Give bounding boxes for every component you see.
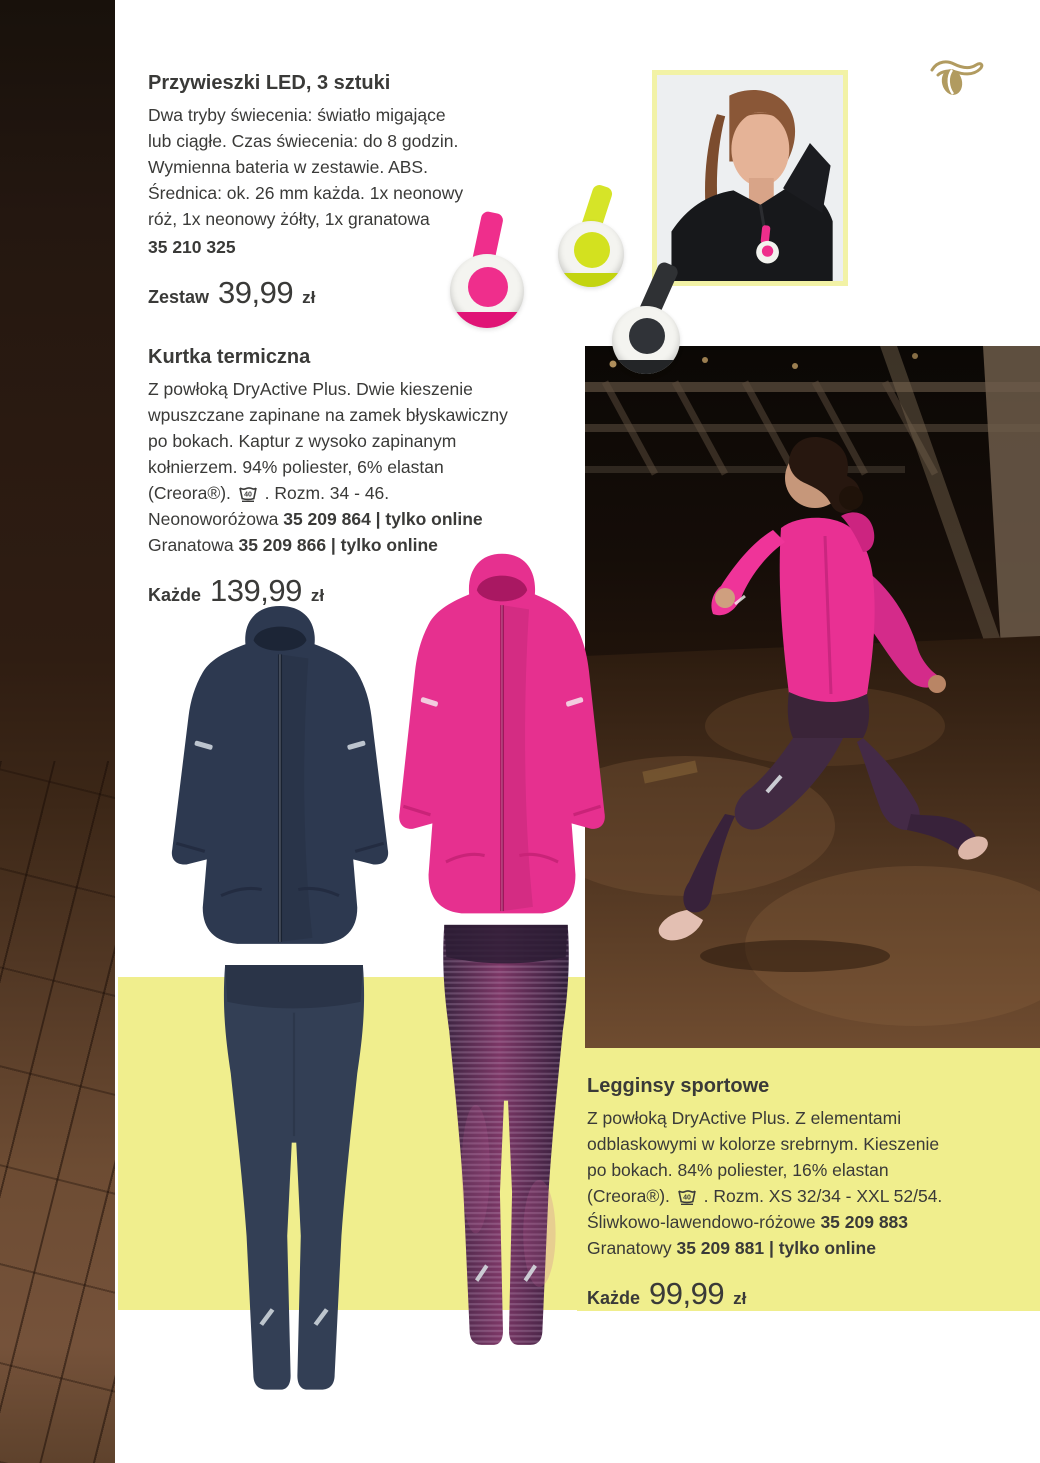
- svg-text:40: 40: [682, 1194, 691, 1202]
- svg-text:40: 40: [243, 491, 252, 499]
- variant-color: Śliwkowo-lawendowo-różowe: [587, 1212, 821, 1232]
- variant-color: Granatowy: [587, 1238, 677, 1258]
- price-value: 139,99: [210, 573, 302, 608]
- tag-rim: [454, 312, 521, 328]
- description-line: Wymienna bateria w zestawie. ABS.: [148, 157, 428, 177]
- price-currency: zł: [310, 586, 325, 605]
- description-line: Średnica: ok. 26 mm każda. 1x neonowy: [148, 183, 464, 203]
- description-line: odblaskowymi w kolorze srebrnym. Kieszenie: [587, 1134, 940, 1154]
- price-row: [148, 275, 488, 311]
- product-sku: 35 210 325: [148, 237, 236, 257]
- price-currency: zł: [733, 1289, 747, 1308]
- product-block-sport-leggings: [587, 1075, 1032, 1312]
- description-line: po bokach. Kaptur z wysoko zapinanym: [148, 431, 457, 451]
- cobblestone-texture: [0, 761, 115, 1463]
- price-value: 39,99: [218, 275, 294, 310]
- product-title: Legginsy sportowe: [587, 1075, 770, 1097]
- variant-line: [587, 1235, 1032, 1261]
- description-line: lub ciągłe. Czas świecenia: do 8 godzin.: [148, 131, 459, 151]
- tag-center: [629, 318, 665, 354]
- tchibo-logo-icon: [926, 44, 986, 100]
- plum-pattern-leggings-photo: [420, 912, 592, 1362]
- wash-care-icon: [238, 484, 258, 502]
- tag-body: [612, 306, 680, 374]
- material-text: (Creora®).: [587, 1186, 670, 1206]
- material-text: (Creora®).: [148, 483, 231, 503]
- price-currency: zł: [302, 288, 316, 307]
- size-text: . Rozm. XS 32/34 - XXL 52/54.: [703, 1186, 943, 1206]
- variant-line: [148, 506, 598, 532]
- variant-sku: 35 209 864: [283, 509, 371, 529]
- price-label: Każde: [148, 585, 202, 605]
- description-line: Z powłoką DryActive Plus. Z elementami: [587, 1108, 902, 1128]
- description-line: kołnierzem. 94% poliester, 6% elastan: [148, 457, 444, 477]
- description-line: wpuszczane zapinane na zamek błyskawiczny: [148, 405, 508, 425]
- headshot-illustration: [657, 75, 843, 281]
- navy-leggings-photo: [198, 952, 390, 1407]
- size-text: . Rozm. 34 - 46.: [264, 483, 390, 503]
- tag-rim: [615, 360, 676, 374]
- night-street-photo-strip: [0, 0, 115, 1463]
- description-line: Z powłoką DryActive Plus. Dwie kieszenie: [148, 379, 473, 399]
- price-row: [148, 573, 598, 609]
- variant-online-note: | tylko online: [326, 535, 438, 555]
- variant-sku: 35 209 866: [238, 535, 327, 555]
- price-value: 99,99: [649, 1276, 725, 1311]
- price-label: Zestaw: [148, 287, 210, 307]
- product-block-thermal-jacket: [148, 346, 598, 609]
- variant-sku: 35 209 881: [676, 1238, 765, 1258]
- care-line: [148, 480, 598, 506]
- product-block-led-tags: [148, 72, 488, 311]
- runner-night-photo: [585, 346, 1040, 1048]
- led-tag-black: [610, 262, 688, 378]
- care-line: [587, 1183, 1032, 1209]
- variant-online-note: | tylko online: [370, 509, 483, 529]
- product-title: Przywieszki LED, 3 sztuki: [148, 72, 391, 94]
- wash-care-icon: [677, 1187, 697, 1205]
- variant-online-note: | tylko online: [764, 1238, 876, 1258]
- product-title: Kurtka termiczna: [148, 346, 311, 368]
- variant-sku: 35 209 883: [820, 1212, 909, 1232]
- variant-line: [587, 1209, 1032, 1235]
- navy-jacket-photo: [158, 596, 402, 968]
- price-row: [587, 1276, 1032, 1312]
- description-line: róż, 1x neonowy żółty, 1x granatowa: [148, 209, 430, 229]
- variant-line: [148, 532, 598, 558]
- variant-color: Neonoworóżowa: [148, 509, 284, 529]
- tag-center: [574, 232, 610, 268]
- variant-color: Granatowa: [148, 535, 239, 555]
- description-line: po bokach. 84% poliester, 16% elastan: [587, 1160, 889, 1180]
- price-label: Każde: [587, 1288, 641, 1308]
- description-line: Dwa tryby świecenia: światło migające: [148, 105, 446, 125]
- model-headshot-photo: [652, 70, 848, 286]
